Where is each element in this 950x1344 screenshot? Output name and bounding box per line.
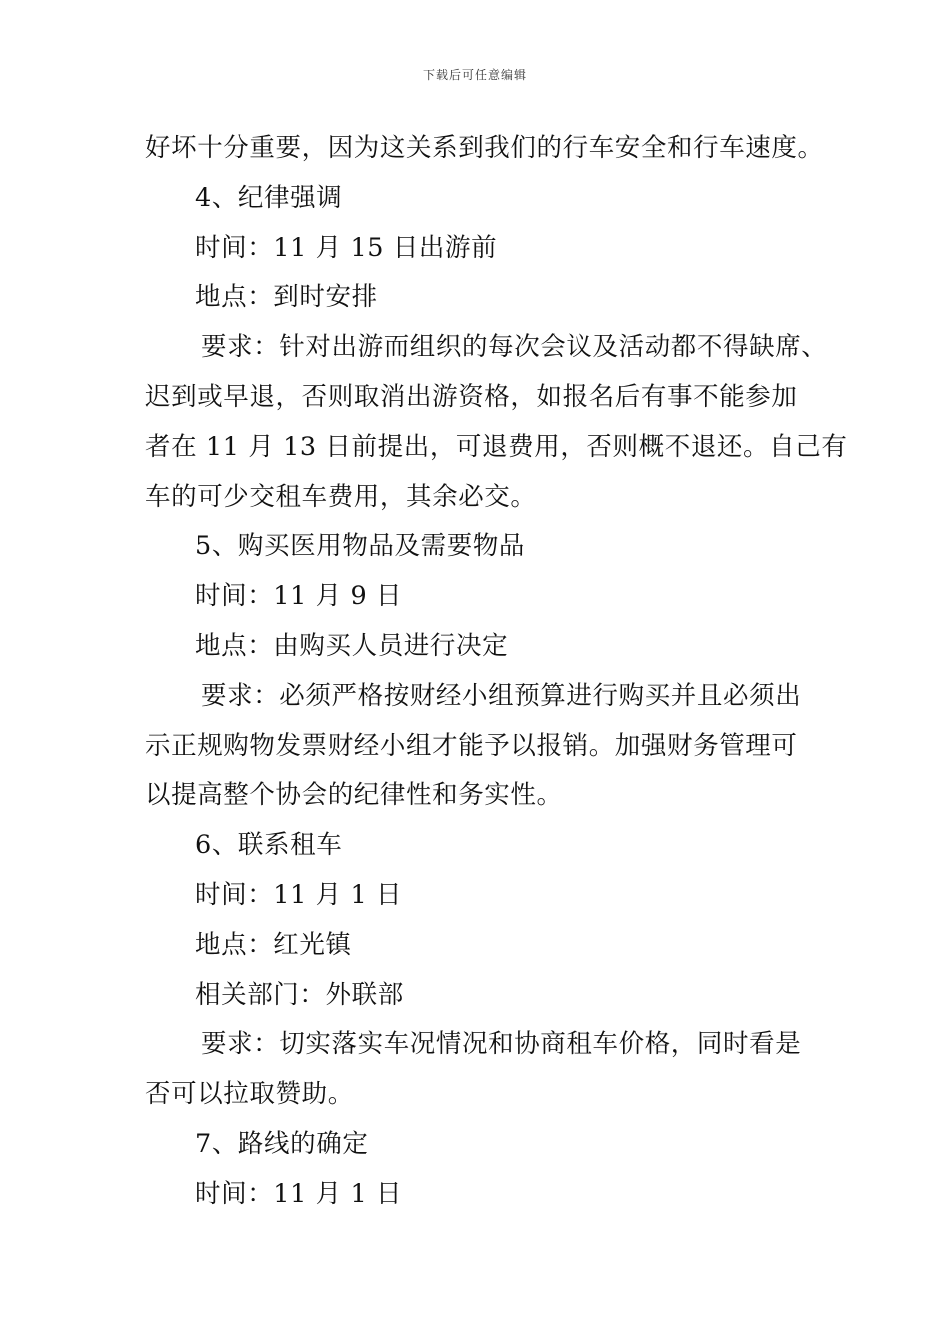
text-line: 要求：针对出游而组织的每次会议及活动都不得缺席、 [201,332,828,363]
text-line: 者在 11 月 13 日前提出，可退费用，否则概不退还。自己有 [145,431,848,462]
text-line: 时间：11 月 9 日 [195,581,403,612]
text-line: 否可以拉取赞助。 [145,1079,354,1110]
section-heading: 7、路线的确定 [195,1128,369,1159]
text-line: 相关部门：外联部 [195,979,404,1010]
section-heading: 6、联系租车 [195,830,343,861]
text-line: 时间：11 月 15 日出游前 [195,232,498,263]
text-line: 地点：由购买人员进行决定 [195,630,509,661]
document-body [145,124,848,1220]
text-line: 要求：必须严格按财经小组预算进行购买并且必须出 [201,680,802,711]
text-line: 地点：红光镇 [195,929,352,960]
text-line: 时间：11 月 1 日 [195,879,403,910]
section-heading: 5、购买医用物品及需要物品 [195,531,526,562]
text-line: 以提高整个协会的纪律性和务实性。 [145,780,563,811]
text-line: 好坏十分重要，因为这关系到我们的行车安全和行车速度。 [145,133,824,163]
text-line: 时间：11 月 1 日 [195,1178,403,1209]
text-line: 地点：到时安排 [195,282,378,313]
page-header: 下载后可任意编辑 [422,68,527,82]
text-line: 示正规购物发票财经小组才能予以报销。加强财务管理可 [145,730,798,761]
text-line: 要求：切实落实车况情况和协商租车价格，同时看是 [201,1029,802,1060]
text-line: 迟到或早退，否则取消出游资格，如报名后有事不能参加 [145,381,798,412]
text-line: 车的可少交租车费用，其余必交。 [145,481,537,512]
section-heading: 4、纪律强调 [195,182,343,213]
